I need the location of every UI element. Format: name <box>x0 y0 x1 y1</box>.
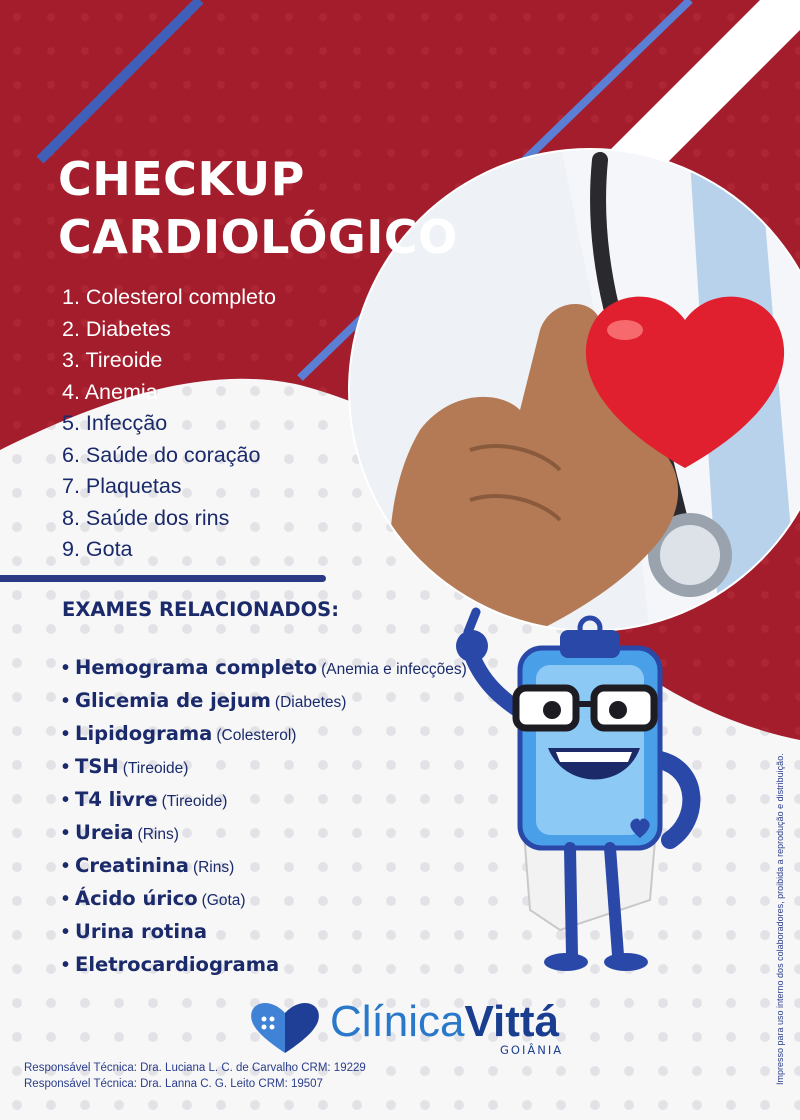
bullet: • <box>62 888 70 910</box>
related-exams-list <box>62 656 467 986</box>
exam-note: (Tireoide) <box>122 760 189 777</box>
logo-part-1: Clínica <box>330 997 465 1046</box>
checkup-item: 5. Infecção <box>62 411 168 435</box>
bullet: • <box>62 723 70 745</box>
exam-item <box>62 920 467 953</box>
exam-item <box>62 887 467 920</box>
exam-note: (Rins) <box>137 826 179 843</box>
related-exams-title: EXAMES RELACIONADOS: <box>62 598 340 621</box>
logo-city: GOIÂNIA <box>500 1043 564 1057</box>
exam-item <box>62 788 467 821</box>
title-line-1: CHECKUP <box>58 152 305 206</box>
exam-name: Lipidograma <box>75 722 213 745</box>
exam-note: (Gota) <box>201 892 246 909</box>
exam-note: (Diabetes) <box>274 694 347 711</box>
exam-name: Urina rotina <box>75 920 208 943</box>
logo-wordmark <box>330 997 559 1047</box>
bullet: • <box>62 690 70 712</box>
responsible-line-2: Responsável Técnica: Dra. Lanna C. G. Leito CRM: 19507 <box>24 1078 323 1090</box>
exam-note: (Tireoide) <box>161 793 228 810</box>
title-line-2: CARDIOLÓGICO <box>58 210 458 264</box>
bullet: • <box>62 756 70 778</box>
responsible-line-1: Responsável Técnica: Dra. Luciana L. C. de Carvalho CRM: 19229 <box>24 1062 366 1074</box>
exam-item <box>62 953 467 986</box>
exam-item <box>62 722 467 755</box>
exam-item <box>62 821 467 854</box>
exam-name: T4 livre <box>75 788 158 811</box>
checkup-item: 7. Plaquetas <box>62 474 182 498</box>
clinic-logo <box>248 995 568 1065</box>
exam-name: Ureia <box>75 821 134 844</box>
heart-logo-icon <box>248 999 322 1055</box>
checkup-item: 9. Gota <box>62 537 133 561</box>
bullet: • <box>62 789 70 811</box>
bullet: • <box>62 921 70 943</box>
exam-item <box>62 689 467 722</box>
exam-name: Creatinina <box>75 854 189 877</box>
exam-note: (Colesterol) <box>216 727 297 744</box>
checkup-item: 4. Anemia <box>62 379 158 404</box>
exam-name: TSH <box>75 755 119 778</box>
checkup-item: 8. Saúde dos rins <box>62 505 230 530</box>
exam-note: (Anemia e infecções) <box>321 661 467 678</box>
page-title <box>58 150 458 266</box>
section-divider <box>0 575 326 582</box>
checkup-item: 6. Saúde do coração <box>62 442 261 467</box>
checkup-item: 2. Diabetes <box>62 316 171 341</box>
logo-part-2: Vittá <box>464 997 560 1046</box>
exam-name: Hemograma completo <box>75 656 318 679</box>
exam-name: Eletrocardiograma <box>75 953 280 976</box>
exam-item <box>62 656 467 689</box>
exam-name: Glicemia de jejum <box>75 689 271 712</box>
exam-item <box>62 854 467 887</box>
bullet: • <box>62 657 70 679</box>
checkup-list <box>62 282 276 566</box>
checkup-item: 1. Colesterol completo <box>62 285 276 309</box>
exam-item <box>62 755 467 788</box>
bullet: • <box>62 855 70 877</box>
checkup-item: 3. Tireoide <box>62 348 163 372</box>
bullet: • <box>62 822 70 844</box>
exam-name: Ácido úrico <box>75 887 198 910</box>
print-notice: Impresso para uso interno dos colaboradores, proibida a reprodução e distribuição. <box>775 753 785 1085</box>
exam-note: (Rins) <box>192 859 235 876</box>
bullet: • <box>62 954 70 976</box>
